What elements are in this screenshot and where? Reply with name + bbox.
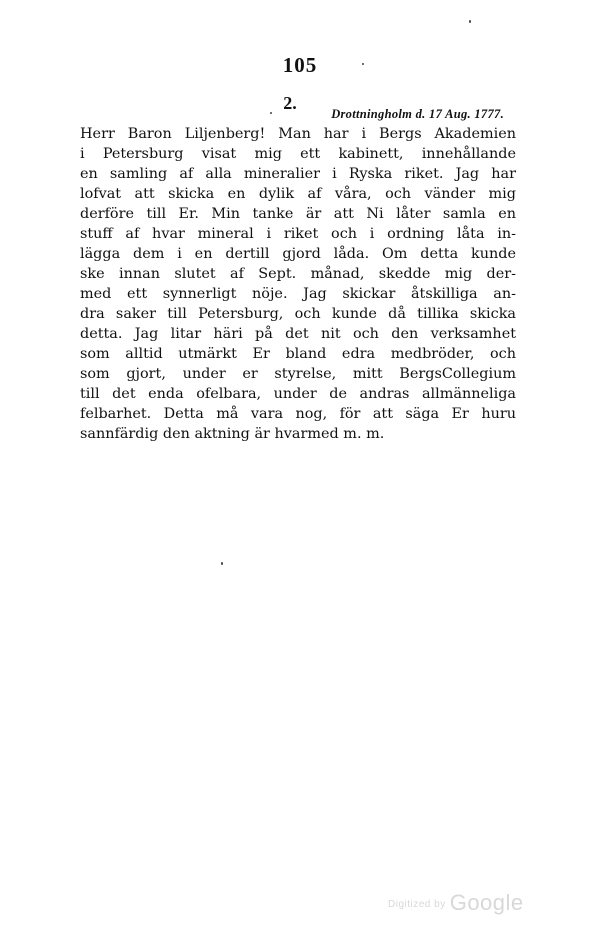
body-line: som alltid utmärkt Er bland edra medbröder, och xyxy=(80,346,516,362)
print-speck xyxy=(362,63,364,65)
body-line: till det enda ofelbara, under de andras allmänneliga xyxy=(80,386,516,402)
letter-body xyxy=(80,124,516,444)
body-line: ske innan slutet af Sept. månad, skedde mig der- xyxy=(80,266,516,282)
print-speck xyxy=(469,20,471,23)
watermark-prefix: Digitized by xyxy=(388,898,446,910)
body-line: detta. Jag litar häri på det nit och den verksamhet xyxy=(80,326,516,342)
print-speck xyxy=(221,562,223,565)
body-line: i Petersburg visat mig ett kabinett, innehållande xyxy=(80,146,516,162)
letter-number: 2. xyxy=(283,93,297,113)
page-number: 105 xyxy=(282,53,318,77)
google-logo: Google xyxy=(449,890,524,915)
body-line: stuff af hvar mineral i riket och i ordning låta in- xyxy=(80,226,516,242)
body-line: en samling af alla mineralier i Ryska riket. Jag har xyxy=(80,166,516,182)
digitization-watermark xyxy=(388,890,524,916)
body-line: sannfärdig den aktning är hvarmed m. m. xyxy=(80,426,385,442)
body-line: som gjort, under er styrelse, mitt BergsCollegium xyxy=(80,366,516,382)
body-line: med ett synnerligt nöje. Jag skickar åtskilliga an- xyxy=(80,286,516,302)
body-line: lägga dem i en dertill gjord låda. Om detta kunde xyxy=(80,246,516,262)
body-line: derföre till Er. Min tanke är att Ni låter samla en xyxy=(80,206,516,222)
body-line: dra saker till Petersburg, och kunde då tillika skicka xyxy=(80,306,516,322)
dateline: Drottningholm d. 17 Aug. 1777. xyxy=(331,107,504,121)
body-line: Herr Baron Liljenberg! Man har i Bergs Akademien xyxy=(80,126,516,142)
print-speck xyxy=(270,112,272,114)
body-line: felbarhet. Detta må vara nog, för att säga Er huru xyxy=(80,406,516,422)
body-line: lofvat att skicka en dylik af våra, och vänder mig xyxy=(80,186,516,202)
